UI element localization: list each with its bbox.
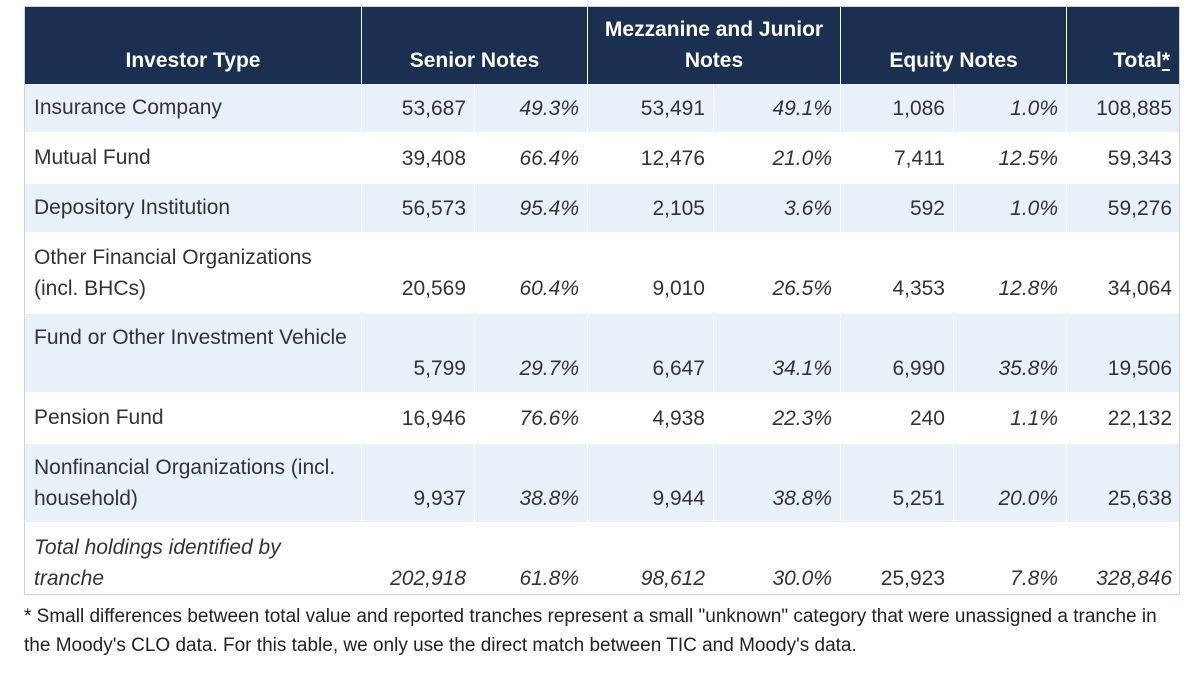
senior-value: 20,569 bbox=[362, 233, 475, 313]
mezzanine-percent: 49.1% bbox=[714, 84, 841, 133]
equity-value: 7,411 bbox=[841, 133, 954, 183]
mezzanine-percent: 3.6% bbox=[714, 183, 841, 233]
clo-investor-table-container bbox=[24, 6, 1180, 604]
equity-percent: 1.0% bbox=[954, 183, 1067, 233]
row-label: Fund or Other Investment Vehicle bbox=[25, 313, 362, 393]
equity-value: 6,990 bbox=[841, 313, 954, 393]
senior-percent: 49.3% bbox=[475, 84, 588, 133]
senior-percent: 60.4% bbox=[475, 233, 588, 313]
senior-value: 39,408 bbox=[362, 133, 475, 183]
header-senior-notes: Senior Notes bbox=[362, 6, 588, 84]
mezzanine-value: 6,647 bbox=[588, 313, 714, 393]
row-label: Other Financial Organizations (incl. BHCs) bbox=[25, 233, 362, 313]
row-label: Depository Institution bbox=[25, 183, 362, 233]
table-row bbox=[25, 183, 1181, 233]
senior-percent: 66.4% bbox=[475, 133, 588, 183]
mezzanine-value: 53,491 bbox=[588, 84, 714, 133]
total-value: 108,885 bbox=[1067, 84, 1181, 133]
total-mezzanine-value: 98,612 bbox=[588, 523, 714, 603]
total-equity-percent: 7.8% bbox=[954, 523, 1067, 603]
total-equity-value: 25,923 bbox=[841, 523, 954, 603]
equity-percent: 12.8% bbox=[954, 233, 1067, 313]
senior-value: 5,799 bbox=[362, 313, 475, 393]
table-row bbox=[25, 313, 1181, 393]
total-value: 22,132 bbox=[1067, 393, 1181, 443]
equity-percent: 1.0% bbox=[954, 84, 1067, 133]
table-header-row bbox=[25, 6, 1181, 84]
total-senior-value: 202,918 bbox=[362, 523, 475, 603]
mezzanine-percent: 38.8% bbox=[714, 443, 841, 523]
equity-value: 240 bbox=[841, 393, 954, 443]
total-row-label: Total holdings identified by tranche bbox=[25, 523, 362, 603]
header-total bbox=[1067, 6, 1181, 84]
clo-investor-table bbox=[24, 6, 1181, 604]
mezzanine-value: 12,476 bbox=[588, 133, 714, 183]
mezzanine-percent: 22.3% bbox=[714, 393, 841, 443]
table-row bbox=[25, 84, 1181, 133]
total-value: 19,506 bbox=[1067, 313, 1181, 393]
header-investor-type: Investor Type bbox=[25, 6, 362, 84]
senior-percent: 76.6% bbox=[475, 393, 588, 443]
total-value: 59,276 bbox=[1067, 183, 1181, 233]
total-value: 34,064 bbox=[1067, 233, 1181, 313]
senior-value: 9,937 bbox=[362, 443, 475, 523]
senior-percent: 29.7% bbox=[475, 313, 588, 393]
equity-percent: 12.5% bbox=[954, 133, 1067, 183]
header-total-label: Total bbox=[1113, 49, 1162, 72]
total-value: 25,638 bbox=[1067, 443, 1181, 523]
equity-value: 592 bbox=[841, 183, 954, 233]
mezzanine-percent: 34.1% bbox=[714, 313, 841, 393]
table-row bbox=[25, 393, 1181, 443]
grand-total-value: 328,846 bbox=[1067, 523, 1181, 603]
total-value: 59,343 bbox=[1067, 133, 1181, 183]
total-senior-percent: 61.8% bbox=[475, 523, 588, 603]
header-equity-notes: Equity Notes bbox=[841, 6, 1067, 84]
mezzanine-percent: 26.5% bbox=[714, 233, 841, 313]
senior-value: 53,687 bbox=[362, 84, 475, 133]
equity-value: 1,086 bbox=[841, 84, 954, 133]
table-row bbox=[25, 443, 1181, 523]
senior-value: 16,946 bbox=[362, 393, 475, 443]
table-total-row bbox=[25, 523, 1181, 603]
senior-percent: 95.4% bbox=[475, 183, 588, 233]
mezzanine-percent: 21.0% bbox=[714, 133, 841, 183]
table-footnote: * Small differences between total value and reported tranches represent a small "unknown" category that were unassigned a tranche in the Moody's CLO data. For this table, we only use the direct match between TIC and Moody's data. bbox=[24, 606, 1157, 656]
header-mezzanine-notes: Mezzanine and Junior Notes bbox=[588, 6, 841, 84]
mezzanine-value: 9,944 bbox=[588, 443, 714, 523]
equity-percent: 1.1% bbox=[954, 393, 1067, 443]
table-body bbox=[25, 84, 1181, 603]
equity-percent: 35.8% bbox=[954, 313, 1067, 393]
mezzanine-value: 4,938 bbox=[588, 393, 714, 443]
equity-percent: 20.0% bbox=[954, 443, 1067, 523]
total-footnote-link[interactable]: * bbox=[1161, 49, 1171, 72]
table-row bbox=[25, 133, 1181, 183]
senior-percent: 38.8% bbox=[475, 443, 588, 523]
equity-value: 5,251 bbox=[841, 443, 954, 523]
row-label: Mutual Fund bbox=[25, 133, 362, 183]
row-label: Nonfinancial Organizations (incl. household) bbox=[25, 443, 362, 523]
row-label: Pension Fund bbox=[25, 393, 362, 443]
mezzanine-value: 9,010 bbox=[588, 233, 714, 313]
senior-value: 56,573 bbox=[362, 183, 475, 233]
mezzanine-value: 2,105 bbox=[588, 183, 714, 233]
total-mezzanine-percent: 30.0% bbox=[714, 523, 841, 603]
row-label: Insurance Company bbox=[25, 84, 362, 133]
equity-value: 4,353 bbox=[841, 233, 954, 313]
table-row bbox=[25, 233, 1181, 313]
